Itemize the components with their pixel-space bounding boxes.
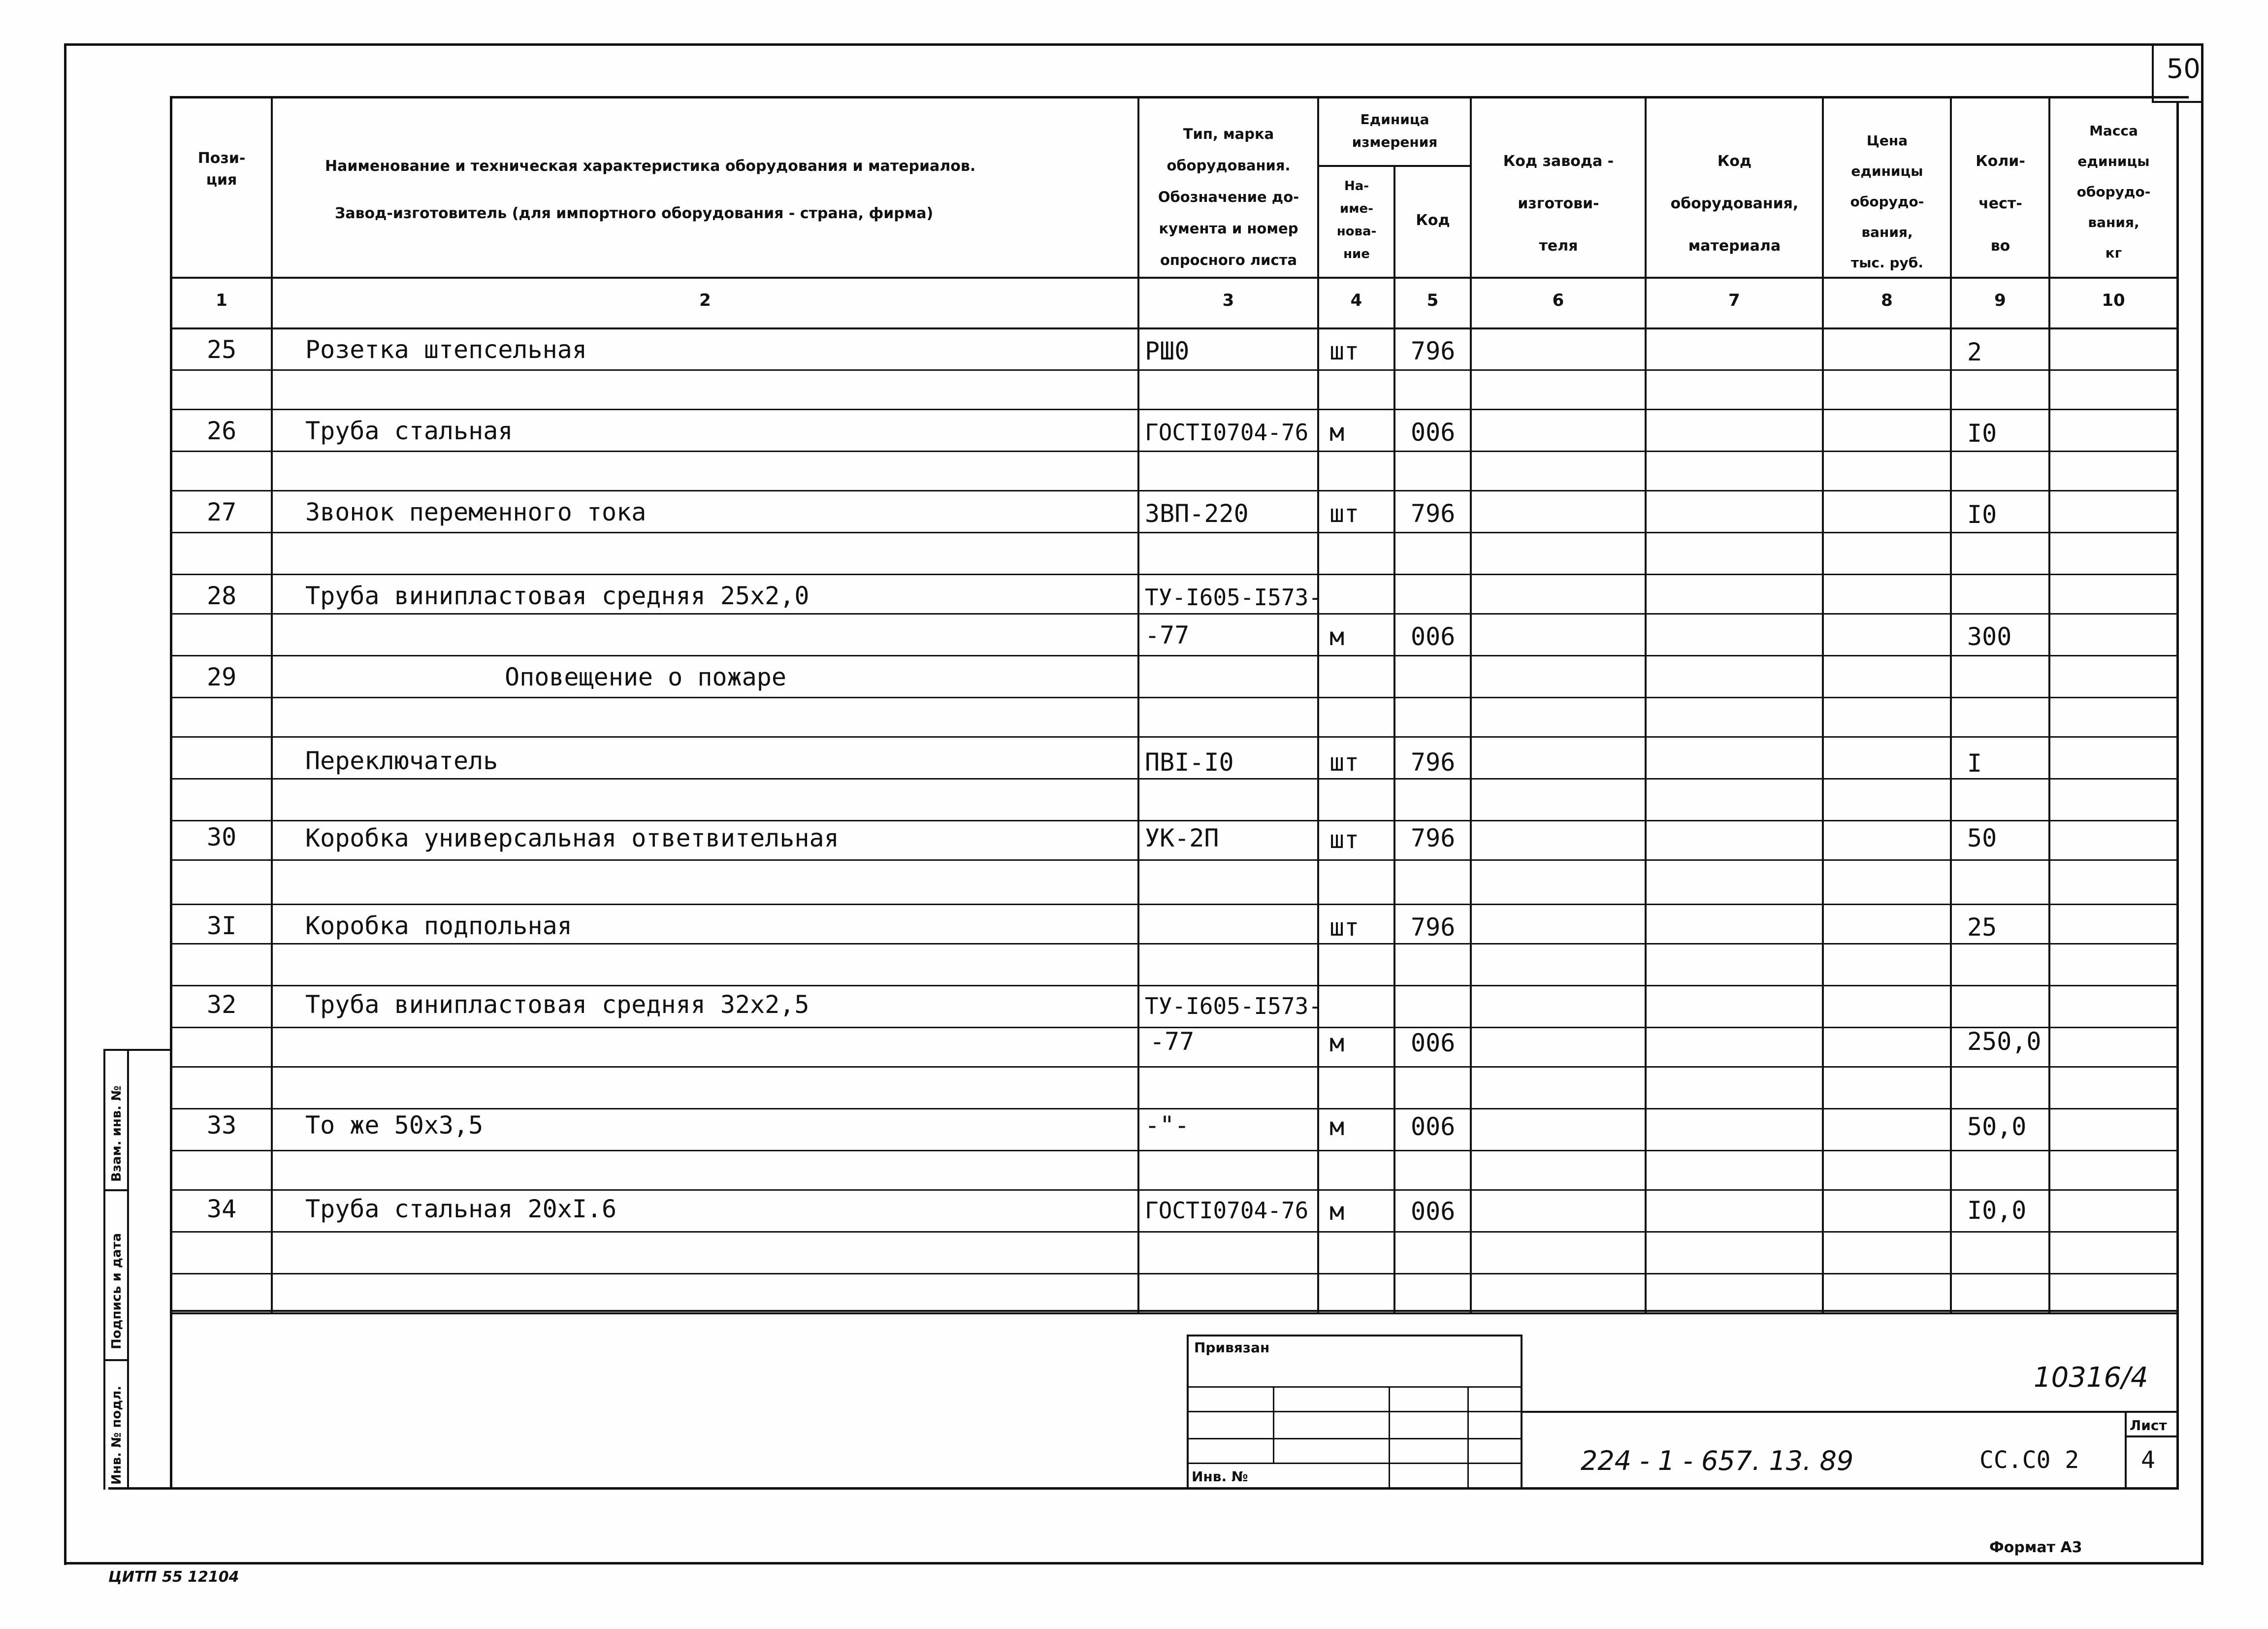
side-sep [103, 1189, 129, 1191]
row-type: УК-2П [1145, 824, 1219, 852]
row-code: 006 [1411, 622, 1456, 651]
row-line [170, 451, 2179, 452]
row-line [170, 532, 2179, 533]
colnum-4: 4 [1350, 291, 1362, 310]
row-line [170, 778, 2179, 780]
list-box-sep [2125, 1435, 2179, 1437]
format-label: Формат А3 [1989, 1539, 2082, 1556]
col-line-2 [1137, 96, 1139, 1312]
list-number: 4 [2141, 1446, 2155, 1474]
colnum-3: 3 [1222, 291, 1234, 310]
frame-bottom [64, 1562, 2203, 1564]
row-line [170, 1273, 2179, 1274]
inner-frame-right [2176, 101, 2179, 1490]
row-code: 796 [1411, 337, 1456, 365]
row-type: -"- [1145, 1111, 1190, 1140]
row-name: Труба стальная [305, 417, 513, 445]
corner-divider [2152, 43, 2154, 102]
sheet-code: СС.С0 2 [1979, 1446, 2079, 1474]
row-unit: шт [1329, 748, 1360, 777]
colnum-1: 1 [216, 291, 227, 310]
row-qty: I0 [1967, 419, 1997, 448]
side-top [103, 1049, 172, 1051]
row-name: То же 50x3,5 [305, 1111, 484, 1140]
row-pos: 30 [207, 823, 237, 851]
row-pos: 28 [207, 582, 237, 610]
hdr-col10: Масса единицы оборудо- вания, кг [2076, 123, 2151, 261]
row-line [170, 1231, 2179, 1233]
privyazan-label: Привязан [1194, 1339, 1270, 1356]
row-section-title: Оповещение о пожаре [505, 663, 786, 691]
row-unit: м [1329, 1029, 1345, 1057]
row-code: 796 [1411, 748, 1456, 777]
row-line [170, 1066, 2179, 1068]
row-pos: 29 [207, 663, 237, 691]
row-type: ПВI-I0 [1145, 748, 1234, 777]
handwritten-no: 10316/4 [2034, 1362, 2148, 1394]
row-line [170, 613, 2179, 615]
row-pos: 34 [207, 1195, 237, 1223]
frame-top [66, 43, 2203, 46]
hdr-col4: На- име- нова- ние [1336, 179, 1377, 261]
row-type-cont: -77 [1150, 1027, 1195, 1056]
col-line-6 [1645, 96, 1647, 1312]
row-line [170, 859, 2179, 861]
priv-col [1389, 1386, 1390, 1490]
row-name: Звонок переменного тока [305, 498, 647, 526]
row-type: ГОСТI0704-76 [1145, 419, 1309, 446]
side-sep [103, 1359, 129, 1361]
row-pos: 25 [207, 335, 237, 364]
inner-frame-top [170, 96, 2189, 98]
row-unit: м [1329, 418, 1345, 447]
colnum-bottom [170, 327, 2179, 329]
row-qty: 2 [1967, 338, 1982, 366]
inner-frame-bottom [108, 1487, 2176, 1490]
row-type: ТУ-I605-I573- [1145, 584, 1323, 611]
title-block-top [1522, 1411, 2179, 1413]
colnum-7: 7 [1728, 291, 1740, 310]
row-unit: шт [1329, 337, 1360, 365]
row-unit: шт [1329, 913, 1360, 942]
footer-left-code: ЦИТП 55 12104 [108, 1568, 239, 1586]
row-line [170, 697, 2179, 698]
row-code: 006 [1411, 1029, 1456, 1057]
side-left-line [103, 1049, 105, 1490]
colnum-10: 10 [2102, 291, 2125, 310]
priv-row [1187, 1463, 1522, 1464]
list-label: Лист [2130, 1417, 2167, 1434]
row-pos: 26 [207, 417, 237, 445]
row-code: 796 [1411, 913, 1456, 942]
hdr-col5: Код [1416, 212, 1450, 229]
row-line [170, 904, 2179, 905]
hdr-col3: Тип, марка оборудования. Обозначение до- кумента и номер опросного листа [1158, 126, 1299, 268]
row-code: 006 [1411, 1112, 1456, 1141]
row-line [170, 1108, 2179, 1109]
side-vzam-inv: Взам. инв. № [109, 1085, 124, 1182]
row-type: ТУ-I605-I573- [1145, 993, 1323, 1019]
priv-row [1187, 1411, 1522, 1412]
row-code: 006 [1411, 1197, 1456, 1226]
row-unit: м [1329, 1197, 1345, 1226]
row-unit: шт [1329, 499, 1360, 528]
row-unit: м [1329, 622, 1345, 651]
row-type-cont: -77 [1145, 621, 1190, 650]
stamp-top [172, 1312, 2179, 1314]
col-line-9 [2048, 96, 2050, 1312]
row-qty: I0 [1967, 500, 1997, 529]
row-name: Коробка подпольная [305, 912, 572, 940]
hdr-col9: Коли- чест- во [1976, 153, 2025, 255]
colnum-2: 2 [699, 291, 711, 310]
row-pos: 32 [207, 990, 237, 1019]
hdr-col7: Код оборудования, материала [1670, 153, 1799, 255]
row-unit: шт [1329, 825, 1360, 854]
row-qty: 25 [1967, 913, 1997, 942]
priv-box-top [1187, 1335, 1522, 1336]
row-qty: 300 [1967, 622, 2012, 651]
row-code: 796 [1411, 824, 1456, 852]
row-line [170, 409, 2179, 410]
row-type: ЗВП-220 [1145, 499, 1249, 528]
frame-left [64, 43, 66, 1565]
row-pos: 33 [207, 1111, 237, 1140]
priv-row [1187, 1438, 1522, 1439]
row-name: Труба стальная 20xI.6 [305, 1195, 617, 1223]
row-line [170, 655, 2179, 656]
row-name: Переключатель [305, 747, 498, 775]
table-bottom [170, 1310, 2179, 1312]
row-pos: 27 [207, 498, 237, 526]
row-name: Коробка универсальная ответвительная [305, 824, 839, 852]
side-inv-podl: Инв. № подл. [109, 1385, 124, 1485]
list-box-left [2125, 1411, 2127, 1490]
col-line-3 [1317, 96, 1319, 1312]
row-line [170, 736, 2179, 738]
colnum-9: 9 [1994, 291, 2006, 310]
doc-code: 224 - 1 - 657. 13. 89 [1581, 1445, 1854, 1476]
row-qty: I [1967, 749, 1982, 778]
hdr-unit-group: Единица измерения [1352, 111, 1438, 150]
unit-group-split [1317, 165, 1472, 167]
row-line [170, 943, 2179, 945]
priv-col [1467, 1386, 1469, 1490]
frame-right [2201, 43, 2203, 1565]
colnum-5: 5 [1426, 291, 1439, 310]
col-line-8 [1950, 96, 1952, 1312]
row-line [170, 490, 2179, 491]
row-line [170, 820, 2179, 821]
row-name: Труба винипластовая средняя 32x2,5 [305, 990, 810, 1019]
side-inner-line [127, 1049, 129, 1490]
hdr-col6: Код завода - изготови- теля [1503, 153, 1614, 255]
hdr-col1: Пози- ция [197, 150, 246, 189]
sheet-corner-number: 50 [2167, 53, 2201, 84]
row-line [170, 369, 2179, 371]
row-qty: 50,0 [1967, 1112, 2027, 1141]
priv-col [1273, 1386, 1274, 1463]
row-name: Розетка штепсельная [305, 335, 587, 364]
row-code: 796 [1411, 499, 1456, 528]
side-signature-date: Подпись и дата [109, 1233, 124, 1349]
col-line-1 [271, 96, 273, 1312]
row-pos: 3I [207, 912, 237, 940]
colnum-6: 6 [1552, 291, 1564, 310]
row-qty: 50 [1967, 824, 1997, 852]
row-line [170, 574, 2179, 575]
row-unit: м [1329, 1112, 1345, 1141]
row-qty: 250,0 [1967, 1027, 2041, 1056]
row-line [170, 1150, 2179, 1151]
hdr-col2: Наименование и техническая характеристика оборудования и материалов. Завод-изготовитель (для импортного оборудования - страна, фирма) [325, 158, 976, 222]
colnum-8: 8 [1881, 291, 1893, 310]
col-line-5 [1470, 96, 1472, 1312]
row-line [170, 1189, 2179, 1191]
inv-no-label: Инв. № [1192, 1468, 1248, 1485]
row-type: ГОСТI0704-76 [1145, 1197, 1309, 1224]
col-line-4 [1393, 165, 1395, 1312]
row-name: Труба винипластовая средняя 25x2,0 [305, 582, 810, 610]
col-line-7 [1822, 96, 1824, 1312]
row-type: РШ0 [1145, 337, 1190, 365]
row-code: 006 [1411, 418, 1456, 447]
hdr-col8: Цена единицы оборудо- вания, тыс. руб. [1850, 132, 1924, 271]
row-qty: I0,0 [1967, 1196, 2027, 1225]
priv-row [1187, 1386, 1522, 1388]
row-line [170, 985, 2179, 986]
